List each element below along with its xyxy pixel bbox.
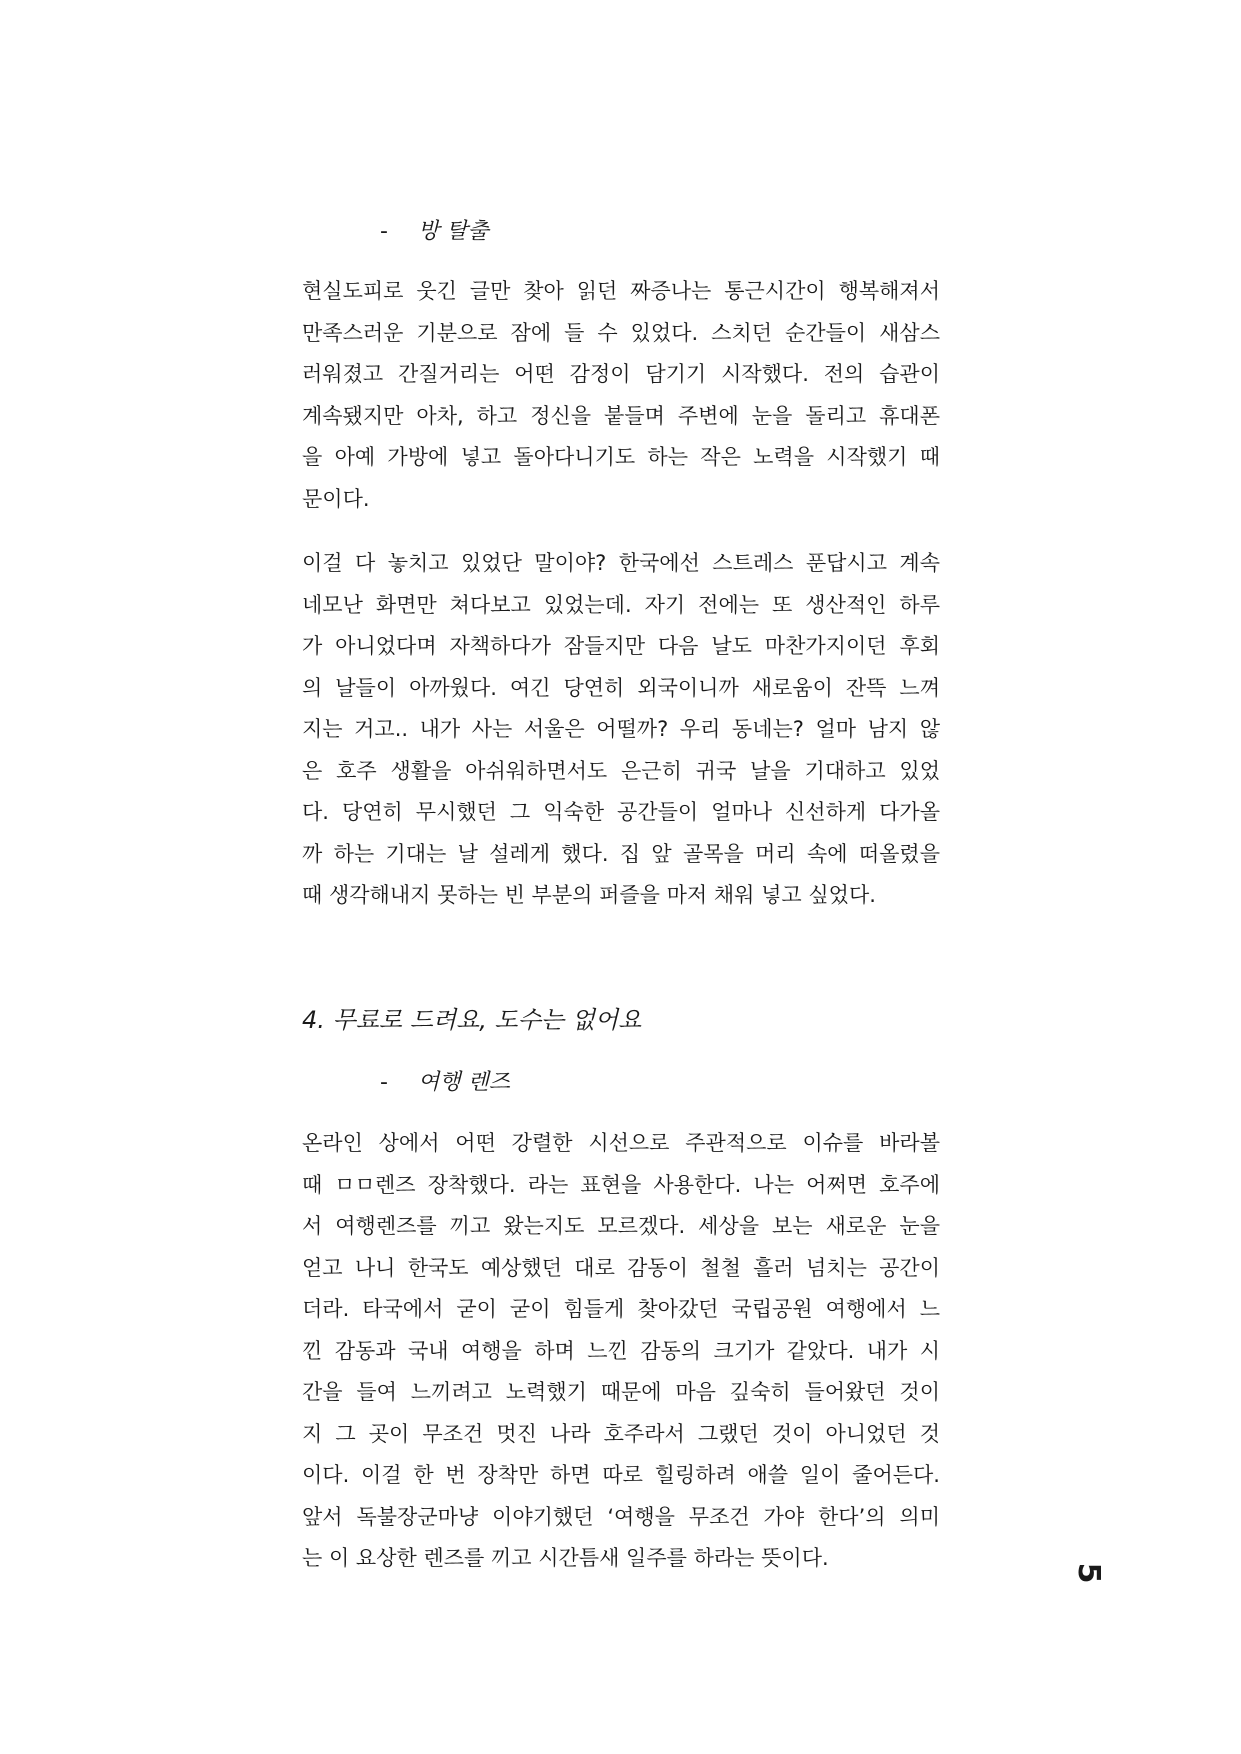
paragraph-line: 더라. 타국에서 굳이 굳이 힘들게 찾아갔던 국립공원 여행에서 느 [302,1297,940,1321]
paragraph-line: 지는 거고.. 내가 사는 서울은 어떨까? 우리 동네는? 얼마 남지 않 [302,717,940,741]
subheading-room-escape [380,214,489,245]
paragraph-line: 때 ㅁㅁ렌즈 장착했다. 라는 표현을 사용한다. 나는 어쩌면 호주에 [302,1172,940,1197]
paragraph-line: 온라인 상에서 어떤 강렬한 시선으로 주관적으로 이슈를 바라볼 [302,1131,940,1155]
paragraph-line: 까 하는 기대는 날 설레게 했다. 집 앞 골목을 머리 속에 떠올렸을 [302,841,940,866]
subheading-text: 여행 렌즈 [418,1070,511,1095]
paragraph-line: 러워졌고 간질거리는 어떤 감정이 담기기 시작했다. 전의 습관이 [302,362,940,386]
paragraph-line: 낀 감동과 국내 여행을 하며 느낀 감동의 크기가 같았다. 내가 시 [302,1338,940,1363]
paragraph-line: 지 그 곳이 무조건 멋진 나라 호주라서 그랬던 것이 아니었던 것 [302,1421,940,1446]
paragraph-line: 서 여행렌즈를 끼고 왔는지도 모르겠다. 세상을 보는 새로운 눈을 [302,1214,940,1238]
list-dash: - [380,219,388,244]
paragraph-line: 때 생각해내지 못하는 빈 부분의 퍼즐을 마저 채워 넣고 싶었다. [302,883,876,907]
paragraph-line: 계속됐지만 아차, 하고 정신을 붙들며 주변에 눈을 돌리고 휴대폰 [302,403,940,428]
subheading-text: 방 탈출 [418,219,489,244]
paragraph-line: 이걸 다 놓치고 있었단 말이야? 한국에선 스트레스 푼답시고 계속 [302,551,940,575]
paragraph-line: 다. 당연히 무시했던 그 익숙한 공간들이 얼마나 신선하게 다가올 [302,800,940,824]
paragraph-line: 가 아니었다며 자책하다가 잠들지만 다음 날도 마찬가지이던 후회 [302,634,940,658]
paragraph-line: 간을 들여 느끼려고 노력했기 때문에 마음 깊숙히 들어왔던 것이 [302,1380,940,1404]
paragraph-line: 은 호주 생활을 아쉬워하면서도 은근히 귀국 날을 기대하고 있었 [302,758,940,783]
paragraph-line: 을 아예 가방에 넣고 돌아다니기도 하는 작은 노력을 시작했기 때 [302,445,940,469]
paragraph-line: 네모난 화면만 쳐다보고 있었는데. 자기 전에는 또 생산적인 하루 [302,592,940,617]
paragraph-line: 앞서 독불장군마냥 이야기했던 ‘여행을 무조건 가야 한다’의 의미 [302,1504,940,1529]
paragraph-3 [302,1123,940,1580]
paragraph-line: 의 날들이 아까웠다. 여긴 당연히 외국이니까 새로움이 잔뜩 느껴 [302,675,940,700]
paragraph-1 [302,271,940,520]
paragraph-line: 는 이 요상한 렌즈를 끼고 시간틈새 일주를 하라는 뜻이다. [302,1546,829,1570]
paragraph-line: 만족스러운 기분으로 잠에 들 수 있었다. 스치던 순간들이 새삼스 [302,320,940,345]
section-heading: 4. 무료로 드려요, 도수는 없어요 [302,1006,642,1034]
paragraph-line: 현실도피로 웃긴 글만 찾아 읽던 짜증나는 통근시간이 행복해져서 [302,279,940,303]
paragraph-line: 이다. 이걸 한 번 장착만 하면 따로 힐링하려 애쓸 일이 줄어든다. [302,1463,940,1487]
paragraph-line: 얻고 나니 한국도 예상했던 대로 감동이 철철 흘러 넘치는 공간이 [302,1255,940,1280]
subheading-travel-lens [380,1065,510,1096]
paragraph-line: 문이다. [302,486,370,511]
paragraph-2 [302,543,940,917]
page-number: 5 [1071,1562,1106,1584]
list-dash: - [380,1070,388,1095]
